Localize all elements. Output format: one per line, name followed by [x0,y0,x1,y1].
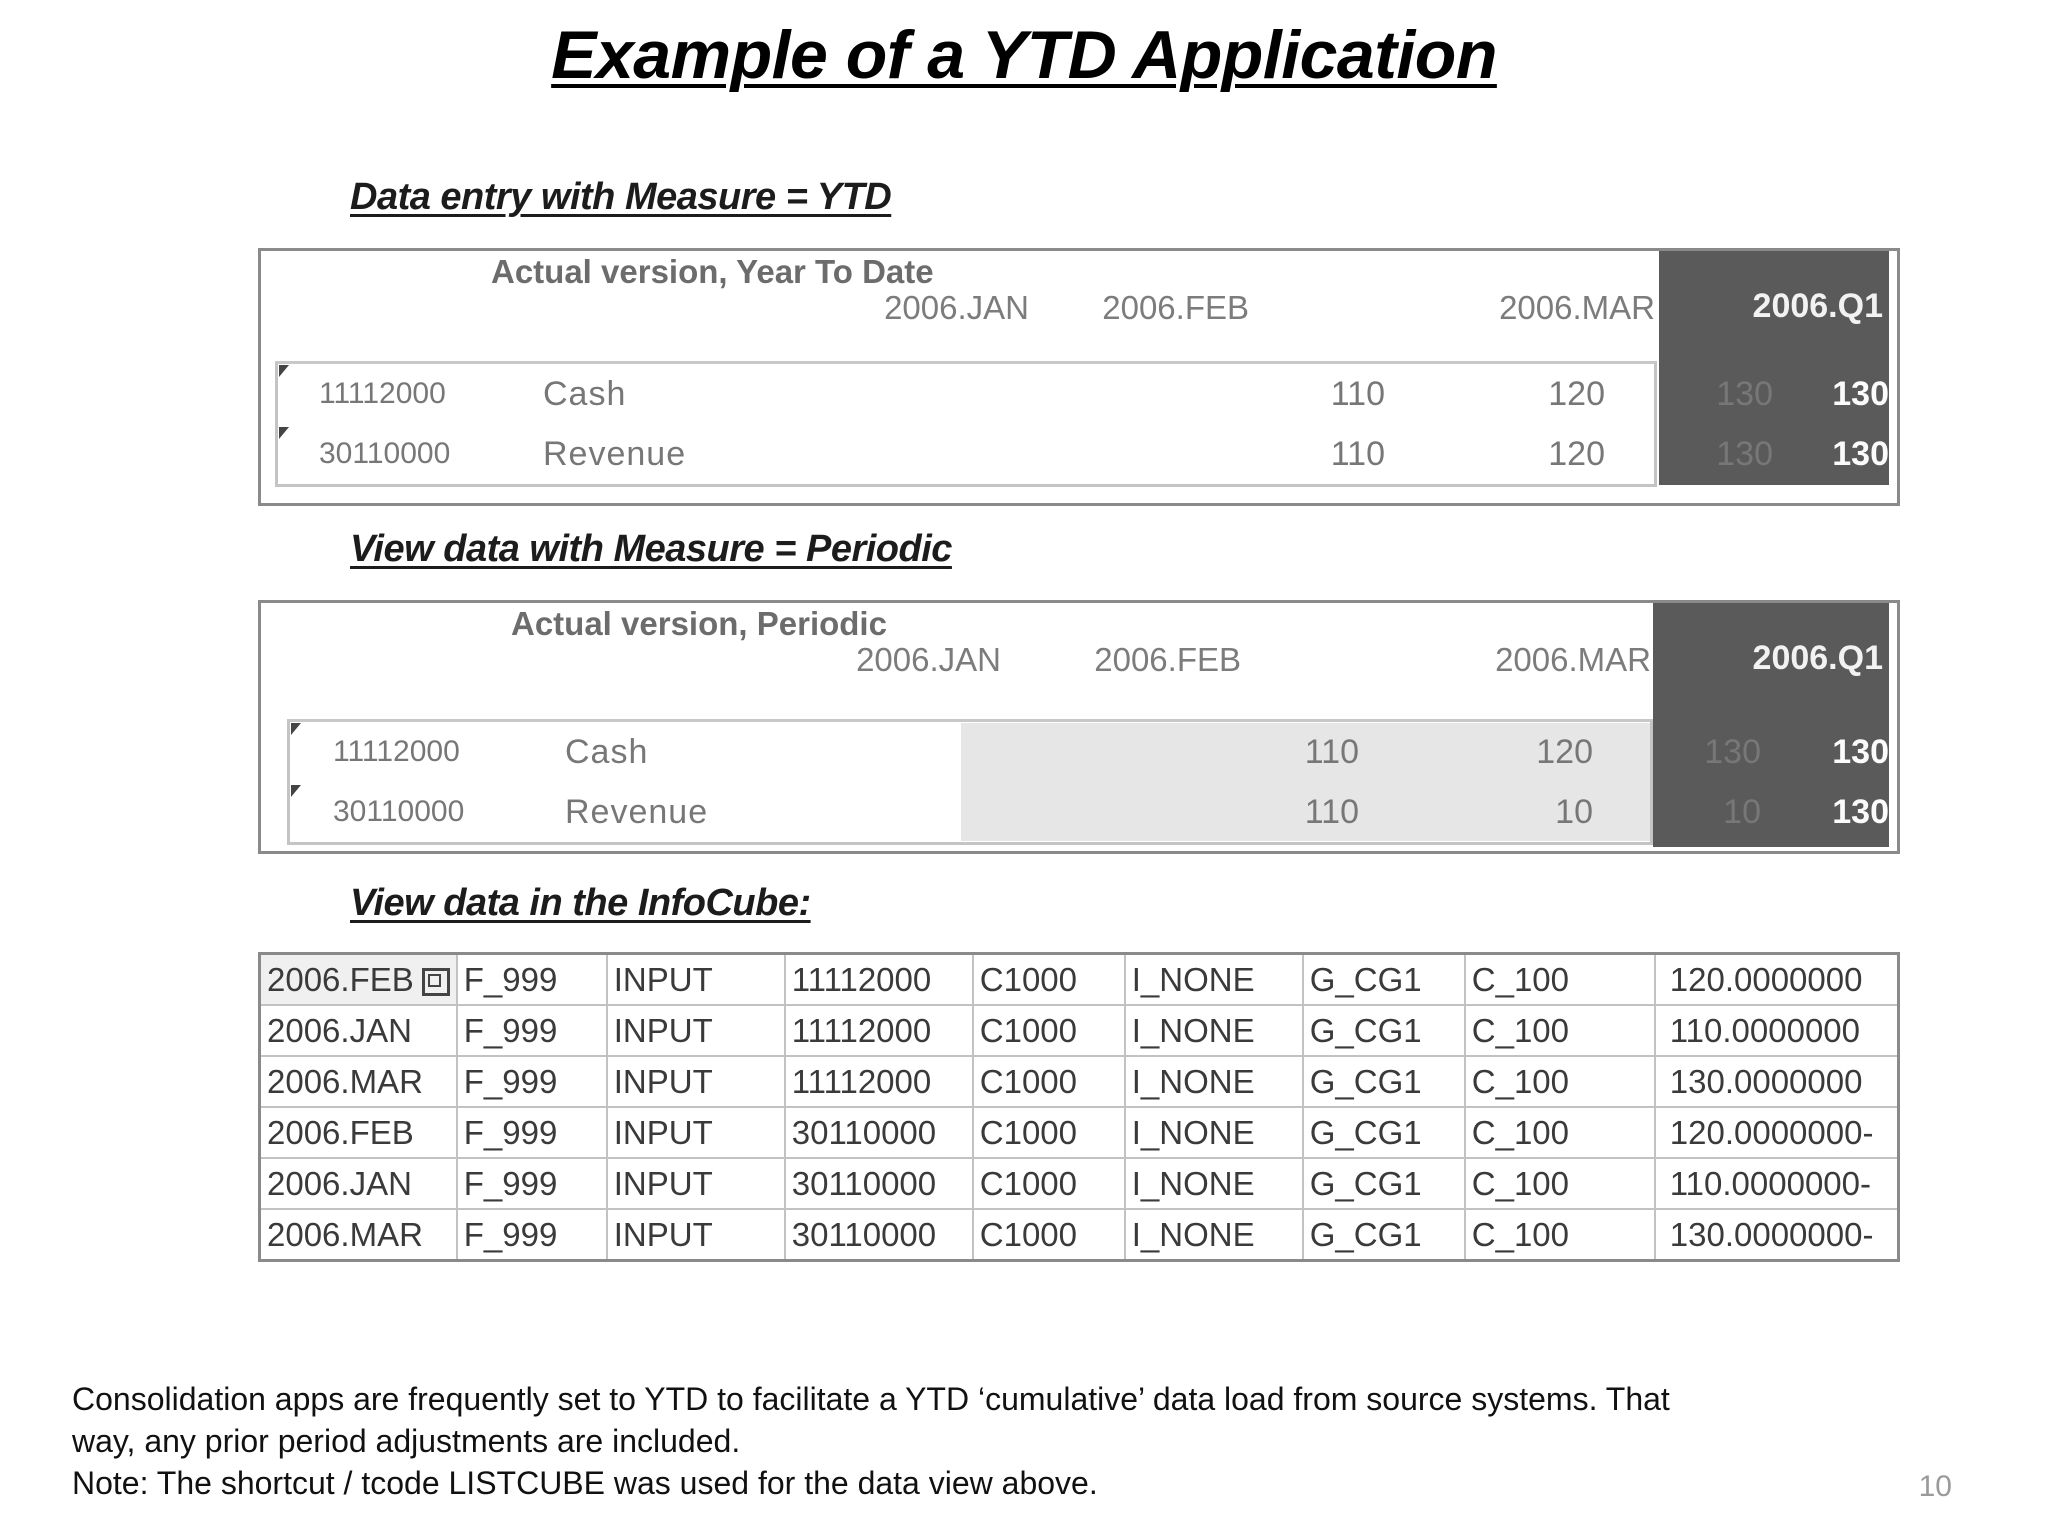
table-row [260,1107,1899,1158]
currency-cell[interactable] [1465,1056,1655,1107]
cell-text: F_999 [463,1062,558,1100]
datasrc-cell[interactable] [607,1056,785,1107]
cell-text: C_100 [1471,1062,1570,1100]
cell-text: INPUT [613,1113,713,1151]
col-header-jan: 2006.JAN [884,289,1029,326]
entity-cell[interactable] [973,1209,1125,1261]
row-desc: Cash [565,733,649,771]
ytd-grid [258,248,1900,506]
cell-text: F_999 [463,1164,558,1202]
group-cell[interactable] [1303,1005,1465,1056]
value-q1: 130 [1832,733,1889,771]
row-account: 30110000 [319,437,451,470]
triangle-flag-icon [291,785,301,797]
account-cell[interactable] [785,1107,973,1158]
triangle-flag-icon [291,723,301,735]
period-cell[interactable] [260,954,457,1006]
datasrc-cell[interactable] [607,1005,785,1056]
cell-text: 130.0000000 [1669,1062,1863,1100]
col-header-q1: 2006.Q1 [1752,287,1883,325]
periodic-grid-caption: Actual version, Periodic [511,605,887,642]
cell-text: 30110000 [791,1113,937,1151]
periodic-section-heading: View data with Measure = Periodic [350,528,952,570]
value-mar[interactable]: 130 [1716,435,1773,473]
value-mar[interactable]: 130 [1716,375,1773,413]
value-jan[interactable]: 110 [1330,375,1385,413]
datasrc-cell[interactable] [607,1209,785,1261]
cell-text: G_CG1 [1309,960,1422,998]
account-cell[interactable] [785,1005,973,1056]
value-feb[interactable]: 120 [1548,435,1605,473]
periodic-rows-frame [287,721,1653,845]
entity-cell[interactable] [973,1158,1125,1209]
period-cell[interactable] [260,1056,457,1107]
cell-text: I_NONE [1131,960,1255,998]
infocube-table [258,952,1900,1262]
cell-text: 2006.JAN [267,1164,412,1202]
infocube-section-heading: View data in the InfoCube: [350,882,811,924]
datasrc-cell[interactable] [607,1158,785,1209]
group-cell[interactable] [1303,1056,1465,1107]
row-desc: Revenue [543,435,687,473]
cell-text: C_100 [1471,1215,1570,1253]
group-cell[interactable] [1303,954,1465,1006]
flow-cell[interactable] [457,1005,607,1056]
col-header-feb: 2006.FEB [1102,289,1249,326]
value-jan: 110 [1304,793,1359,831]
footnote-line: Note: The shortcut / tcode LISTCUBE was used for the data view above. [72,1465,1098,1501]
cell-text: C_100 [1471,1011,1570,1049]
cell-text: G_CG1 [1309,1164,1422,1202]
cell-text: C1000 [979,1011,1078,1049]
cell-text: INPUT [613,1062,713,1100]
flow-cell[interactable] [457,954,607,1006]
group-cell[interactable] [1303,1107,1465,1158]
cell-text: 30110000 [791,1164,937,1202]
intco-cell[interactable] [1125,1158,1303,1209]
periodic-grid [258,600,1900,854]
cell-text: C_100 [1471,960,1570,998]
cell-text: 11112000 [791,1011,932,1049]
amount-cell[interactable] [1655,1056,1899,1107]
account-cell[interactable] [785,1158,973,1209]
col-header-q1: 2006.Q1 [1752,639,1883,677]
cell-text: G_CG1 [1309,1062,1422,1100]
cell-text: 11112000 [791,960,932,998]
amount-cell[interactable] [1655,1107,1899,1158]
cell-text: C_100 [1471,1113,1570,1151]
footnote-line: way, any prior period adjustments are included. [72,1423,741,1459]
cell-text: F_999 [463,1113,558,1151]
cell-text: INPUT [613,1164,713,1202]
entity-cell[interactable] [973,1005,1125,1056]
intco-cell[interactable] [1125,1107,1303,1158]
amount-cell[interactable] [1655,1209,1899,1261]
cell-text: I_NONE [1131,1164,1255,1202]
cell-text: C1000 [979,960,1078,998]
cell-text: I_NONE [1131,1215,1255,1253]
value-feb: 120 [1536,733,1593,771]
cell-text: 120.0000000- [1669,1113,1874,1151]
table-row [260,1158,1899,1209]
cell-text: INPUT [613,960,713,998]
entity-cell[interactable] [973,1107,1125,1158]
cell-text: G_CG1 [1309,1113,1422,1151]
cell-text: C1000 [979,1062,1078,1100]
page-title: Example of a YTD Application [551,17,1497,93]
cell-text: 110.0000000 [1669,1011,1861,1049]
value-feb: 10 [1555,793,1593,831]
triangle-flag-icon [279,427,289,439]
intco-cell[interactable] [1125,1056,1303,1107]
currency-cell[interactable] [1465,1158,1655,1209]
value-feb[interactable]: 120 [1548,375,1605,413]
cell-text: I_NONE [1131,1062,1255,1100]
cell-text: G_CG1 [1309,1215,1422,1253]
group-cell[interactable] [1303,1158,1465,1209]
period-cell[interactable] [260,1005,457,1056]
cell-text: F_999 [463,1011,558,1049]
col-header-feb: 2006.FEB [1094,641,1241,678]
amount-cell[interactable] [1655,1005,1899,1056]
period-cell[interactable] [260,1107,457,1158]
flow-cell[interactable] [457,1209,607,1261]
account-cell[interactable] [785,954,973,1006]
ytd-section-heading: Data entry with Measure = YTD [350,176,892,218]
cell-text: 2006.FEB [267,1113,414,1151]
cell-text: 2006.JAN [267,1011,412,1049]
value-mar: 130 [1704,733,1761,771]
ytd-rows-frame [275,363,1657,487]
cell-text: 2006.MAR [267,1062,423,1100]
flow-cell[interactable] [457,1107,607,1158]
cell-text: 30110000 [791,1215,937,1253]
entity-cell[interactable] [973,954,1125,1006]
table-row [260,1005,1899,1056]
account-cell[interactable] [785,1209,973,1261]
cell-text: 2006.MAR [267,1215,423,1253]
row-account: 30110000 [333,795,465,828]
intco-cell[interactable] [1125,954,1303,1006]
value-q1: 130 [1832,793,1889,831]
cell-text: I_NONE [1131,1011,1255,1049]
col-header-mar: 2006.MAR [1499,289,1655,326]
col-header-jan: 2006.JAN [856,641,1001,678]
cell-text: 130.0000000- [1669,1215,1874,1253]
currency-cell[interactable] [1465,1209,1655,1261]
cell-text: 110.0000000- [1669,1164,1872,1202]
period-cell[interactable] [260,1158,457,1209]
datasrc-cell[interactable] [607,1107,785,1158]
account-cell[interactable] [785,1056,973,1107]
col-header-mar: 2006.MAR [1495,641,1651,678]
value-jan[interactable]: 110 [1330,435,1385,473]
row-account: 11112000 [319,377,446,410]
cell-text: INPUT [613,1215,713,1253]
intco-cell[interactable] [1125,1209,1303,1261]
cell-text: 2006.FEB [267,960,414,998]
cell-text: C1000 [979,1164,1078,1202]
cell-text: INPUT [613,1011,713,1049]
row-desc: Cash [543,375,627,413]
ytd-grid-caption: Actual version, Year To Date [491,253,934,290]
page-number: 10 [1918,1470,1952,1503]
row-account: 11112000 [333,735,460,768]
value-q1: 130 [1832,435,1889,473]
table-row [260,1056,1899,1107]
entity-cell[interactable] [973,1056,1125,1107]
cell-text: I_NONE [1131,1113,1255,1151]
amount-cell[interactable] [1655,1158,1899,1209]
cell-text: C_100 [1471,1164,1570,1202]
flow-cell[interactable] [457,1056,607,1107]
currency-cell[interactable] [1465,1005,1655,1056]
cell-text: 11112000 [791,1062,932,1100]
cell-text: F_999 [463,960,558,998]
table-row [260,1209,1899,1261]
footnote [72,1378,1872,1504]
popup-window-icon[interactable] [422,968,450,996]
currency-cell[interactable] [1465,954,1655,1006]
period-cell[interactable] [260,1209,457,1261]
cell-text: F_999 [463,1215,558,1253]
value-q1: 130 [1832,375,1889,413]
row-desc: Revenue [565,793,709,831]
currency-cell[interactable] [1465,1107,1655,1158]
footnote-line: Consolidation apps are frequently set to YTD to facilitate a YTD ‘cumulative’ data load from source systems. That [72,1381,1670,1417]
flow-cell[interactable] [457,1158,607,1209]
cell-text: C1000 [979,1215,1078,1253]
cell-text: C1000 [979,1113,1078,1151]
amount-cell[interactable] [1655,954,1899,1006]
datasrc-cell[interactable] [607,954,785,1006]
group-cell[interactable] [1303,1209,1465,1261]
triangle-flag-icon [279,365,289,377]
table-row [260,954,1899,1006]
value-mar: 10 [1723,793,1761,831]
intco-cell[interactable] [1125,1005,1303,1056]
cell-text: 120.0000000 [1669,960,1863,998]
value-jan: 110 [1304,733,1359,771]
cell-text: G_CG1 [1309,1011,1422,1049]
